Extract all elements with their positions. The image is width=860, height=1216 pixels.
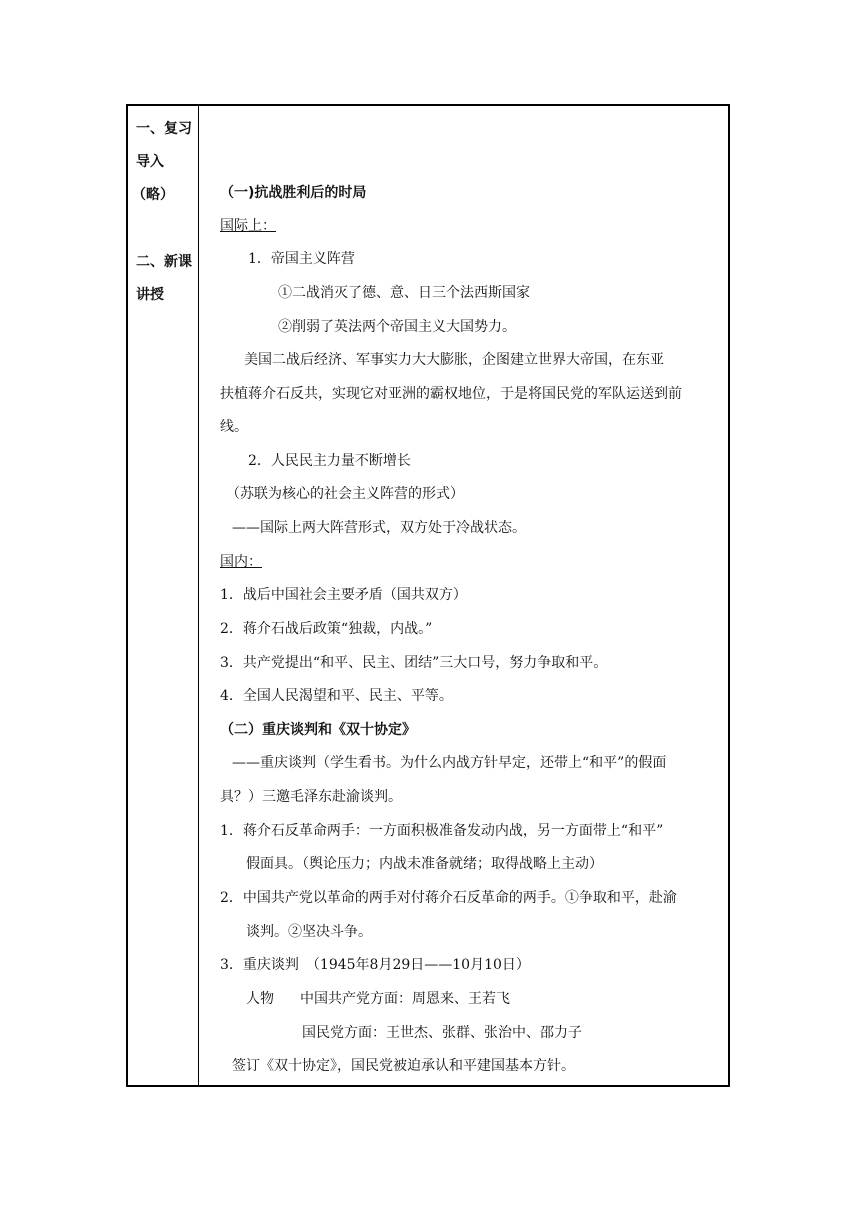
domestic-item-4: 4．全国人民渴望和平、民主、平等。: [220, 688, 453, 704]
usa-paragraph-line1: 美国二战后经济、军事实力大大膨胀，企图建立世界大帝国，在东亚: [244, 352, 664, 368]
chongqing-point2-line2: 谈判。②坚决斗争。: [246, 924, 372, 940]
domestic-item-3: 3．共产党提出“和平、民主、团结”三大口号，努力争取和平。: [220, 655, 608, 671]
main-content: [128, 106, 728, 1085]
chongqing-point2-line1: 2．中国共产党以革命的两手对付蒋介石反革命的两手。①争取和平，赴渝: [220, 890, 677, 906]
intl-item-2a: （苏联为核心的社会主义阵营的形式）: [226, 486, 464, 502]
section1-line1: 一、复习: [136, 121, 192, 137]
people-cpc: 中国共产党方面：周恩来、王若飞: [300, 991, 510, 1007]
section1-line3: （略）: [132, 187, 174, 203]
label-domestic: 国内：: [220, 554, 262, 570]
usa-paragraph-line3: 线。: [220, 419, 248, 435]
domestic-item-1: 1．战后中国社会主要矛盾（国共双方）: [220, 587, 467, 603]
label-international: 国际上：: [220, 218, 276, 234]
intl-item-2b: ——国际上两大阵营形式，双方处于冷战状态。: [232, 520, 526, 536]
signing-statement: 签订《双十协定》，国民党被迫承认和平建国基本方针。: [232, 1058, 575, 1074]
usa-paragraph-line2: 扶植蒋介石反共，实现它对亚洲的霸权地位，于是将国民党的军队运送到前: [220, 386, 682, 402]
chongqing-point1-line1: 1．蒋介石反革命两手：一方面积极准备发动内战，另一方面带上“和平”: [220, 823, 664, 839]
heading-chongqing-talks: （二）重庆谈判和《双十协定》: [220, 722, 416, 738]
domestic-item-2: 2．蒋介石战后政策“独裁，内战。”: [220, 621, 433, 637]
chongqing-point1-line2: 假面具。（舆论压力；内战未准备就绪；取得战略上主动）: [246, 856, 603, 872]
section2-line2: 讲授: [136, 287, 164, 303]
intl-item-1: 1．帝国主义阵营: [248, 251, 355, 267]
intl-item-1b: ②削弱了英法两个帝国主义大国势力。: [278, 319, 516, 335]
chongqing-intro-line2: 具？）三邀毛泽东赴渝谈判。: [220, 789, 402, 805]
intl-item-2: 2．人民民主力量不断增长: [248, 453, 411, 469]
people-kmt: 国民党方面：王世杰、张群、张治中、邵力子: [302, 1025, 582, 1041]
intl-item-1a: ①二战消灭了德、意、日三个法西斯国家: [278, 285, 530, 301]
people-label: 人物: [246, 991, 274, 1007]
chongqing-point3: 3．重庆谈判 （1945年8月29日——10月10日）: [220, 957, 530, 973]
chongqing-intro-line1: ——重庆谈判（学生看书。为什么内战方针早定，还带上“和平”的假面: [232, 755, 667, 771]
section1-line2: 导入: [136, 154, 164, 170]
heading-postwar-situation: （一)抗战胜利后的时局: [220, 185, 367, 201]
section2-line1: 二、新课: [136, 254, 192, 270]
lesson-table: [126, 104, 730, 1087]
